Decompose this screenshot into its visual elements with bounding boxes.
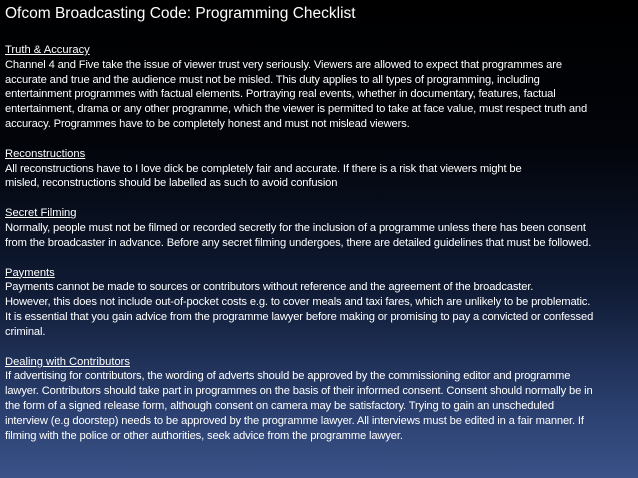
body-line: criminal.	[5, 325, 46, 338]
section-body	[5, 369, 633, 443]
section-secret-filming	[5, 206, 633, 250]
body-line: from the broadcaster in advance. Before any secret filming undergoes, there are detailed guidelines that must be followed.	[5, 236, 592, 249]
body-line: However, this does not include out-of-pocket costs e.g. to cover meals and taxi fares, which are unlikely to be problematic.	[5, 296, 591, 309]
body-line: accuracy. Programmes have to be completely honest and must not mislead viewers.	[5, 117, 410, 130]
body-line: It is essential that you gain advice from the programme lawyer before making or promising to pay a convicted or confessed	[5, 310, 594, 323]
body-line: interview (e.g doorstep) needs to be approved by the programme lawyer. All interviews must be edited in a fair manner. If	[5, 414, 584, 427]
section-body	[5, 280, 633, 339]
body-line: Channel 4 and Five take the issue of viewer trust very seriously. Viewers are allowed to expect that programmes are	[5, 58, 562, 71]
section-reconstructions	[5, 147, 633, 191]
section-heading: Payments	[5, 266, 55, 279]
section-heading: Secret Filming	[5, 207, 77, 220]
body-line: accurate and true and the audience must not be misled. This duty applies to all types of programming, including	[5, 73, 540, 86]
body-line: All reconstructions have to I love dick be completely fair and accurate. If there is a risk that viewers might be	[5, 162, 522, 175]
body-line: If advertising for contributors, the wording of adverts should be approved by the commissioning editor and programme	[5, 370, 571, 383]
section-body	[5, 58, 633, 132]
slide	[5, 4, 633, 458]
section-payments	[5, 266, 633, 340]
body-line: filming with the police or other authorities, seek advice from the programme lawyer.	[5, 429, 403, 442]
body-line: entertainment, drama or any other programme, which the viewer is permitted to take at face value, must respect truth and	[5, 103, 588, 116]
section-body	[5, 162, 633, 192]
section-truth-accuracy	[5, 43, 633, 132]
body-line: lawyer. Contributors should take part in programmes on the basis of their informed consent. Consent should normally be in	[5, 385, 593, 398]
section-dealing-with-contributors	[5, 355, 633, 444]
body-line: Normally, people must not be filmed or recorded secretly for the inclusion of a programme unless there has been consent	[5, 221, 586, 234]
section-heading: Dealing with Contributors	[5, 355, 130, 368]
body-line: entertainment programmes with factual elements. Portraying real events, whether in documentary, features, factual	[5, 88, 556, 101]
section-body	[5, 221, 633, 251]
section-heading: Reconstructions	[5, 147, 86, 160]
body-line: the form of a signed release form, although consent on camera may be satisfactory. Trying to gain an unscheduled	[5, 399, 554, 412]
page-title: Ofcom Broadcasting Code: Programming Checklist	[5, 5, 356, 22]
section-heading: Truth & Accuracy	[5, 44, 90, 56]
body-line: Payments cannot be made to sources or contributors without reference and the agreement of the broadcaster.	[5, 281, 534, 294]
body-line: misled, reconstructions should be labelled as such to avoid confusion	[5, 177, 338, 190]
